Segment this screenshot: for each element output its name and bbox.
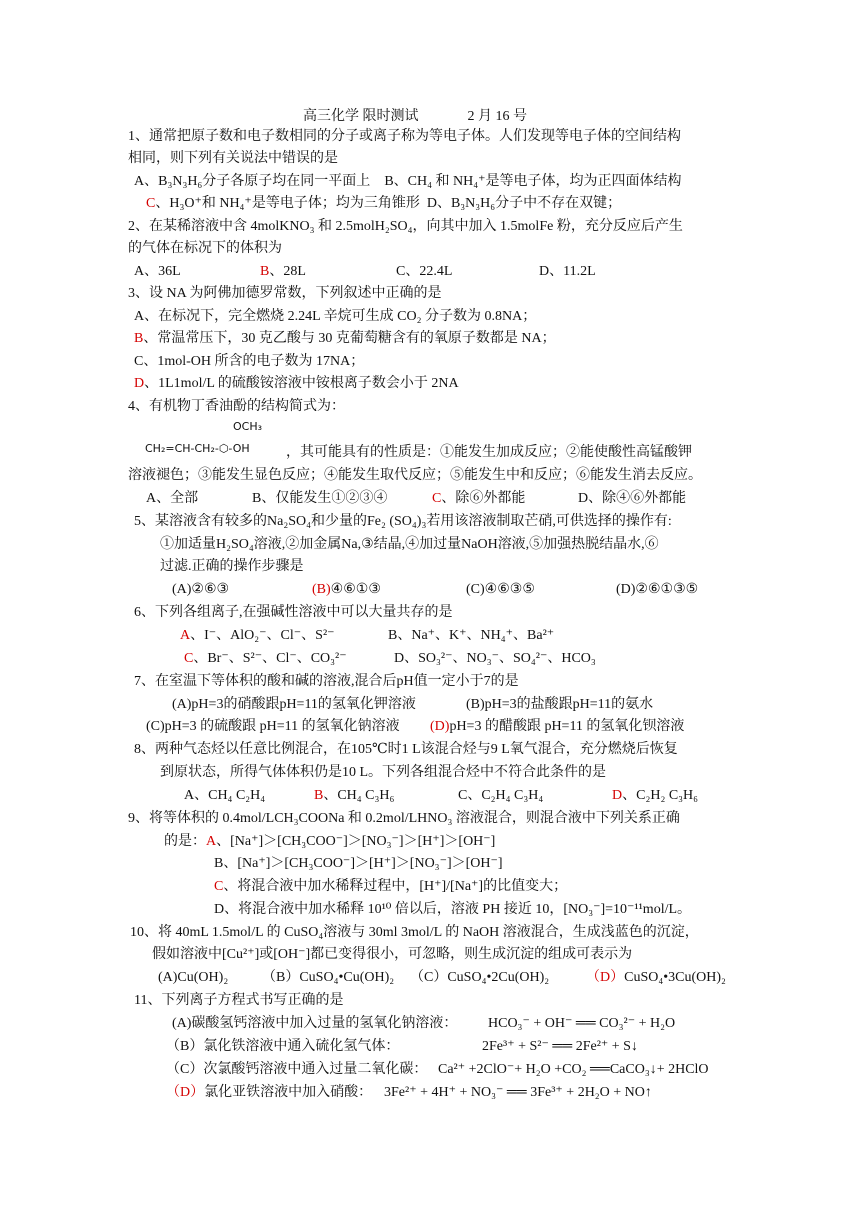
q8-option-a: A、CH₄ C₂H₄ xyxy=(184,788,266,803)
q3-option-a: A、在标况下，完全燃烧 2.24L 辛烷可生成 CO₂ 分子数为 0.8NA； xyxy=(134,309,537,324)
q8-option-c: C、C₂H₄ C₃H₄ xyxy=(458,788,544,803)
q1-stem-1: 1、通常把原子数和电子数相同的分子或离子称为等电子体。人们发现等电子体的空间结构 xyxy=(128,129,681,144)
q4-stem: 4、有机物丁香油酚的结构简式为： xyxy=(128,399,345,414)
q4-option-c: C、除⑥外都能 xyxy=(432,491,526,506)
q7-option-a: (A)pH=3的硝酸跟pH=11的氢氧化钾溶液 xyxy=(172,697,416,712)
q10-option-c: （C）CuSO₄•2Cu(OH)₂ xyxy=(410,970,550,985)
q7-option-c: (C)pH=3 的硫酸跟 pH=11 的氢氧化钠溶液 xyxy=(146,719,400,734)
q8-option-d: D、C₂H₂ C₃H₆ xyxy=(612,788,699,803)
q11-stem: 11、下列离子方程式书写正确的是 xyxy=(134,993,344,1008)
q2-stem-1: 2、在某稀溶液中含 4molKNO₃ 和 2.5molH₂SO₄，向其中加入 1.5molFe 粉，充分反应后产生 xyxy=(128,219,683,234)
q8-option-b: B、CH₄ C₃H₆ xyxy=(314,788,395,803)
q2-stem-2: 的气体在标况下的体积为 xyxy=(128,241,282,256)
q2-option-a: A、36L xyxy=(134,264,181,279)
q11-option-a-equation: HCO₃⁻ + OH⁻ ══ CO₃²⁻ + H₂O xyxy=(488,1016,676,1031)
q6-option-d: D、SO₃²⁻、NO₃⁻、SO₄²⁻、HCO₃ xyxy=(394,651,596,666)
q5-option-a: (A)②⑥③ xyxy=(172,582,230,597)
q6-option-b: B、Na⁺、K⁺、NH₄⁺、Ba²⁺ xyxy=(388,628,555,643)
q5-stem-1: 5、某溶液含有较多的Na₂SO₄和少量的Fe₂ (SO₄)₃若用该溶液制取芒硝,可供选择的操作有: xyxy=(134,514,672,529)
q9-stem: 9、将等体积的 0.4mol/LCH₃COONa 和 0.2mol/LHNO₃ 溶液混合，则混合液中下列关系正确 xyxy=(128,811,680,826)
q11-option-d-equation: 3Fe²⁺ + 4H⁺ + NO₃⁻ ══ 3Fe³⁺ + 2H₂O + NO↑ xyxy=(384,1085,652,1100)
q10-option-b: （B）CuSO₄•Cu(OH)₂ xyxy=(262,970,395,985)
page-title: 高三化学 限时测试 2 月 16 号 xyxy=(303,109,527,124)
q9-option-b: B、[Na⁺]＞[CH₃COO⁻]＞[H⁺]＞[NO₃⁻]＞[OH⁻] xyxy=(214,856,503,871)
q7-option-b: (B)pH=3的盐酸跟pH=11的氨水 xyxy=(466,697,654,712)
q9-option-a: 的是：A、[Na⁺]＞[CH₃COO⁻]＞[NO₃⁻]＞[H⁺]＞[OH⁻] xyxy=(164,834,496,849)
q11-option-c-label: （C）次氯酸钙溶液中通入过量二氧化碳： xyxy=(166,1062,428,1077)
q7-option-d: (D)pH=3 的醋酸跟 pH=11 的氢氧化钡溶液 xyxy=(430,719,685,734)
q6-option-c: C、Br⁻、S²⁻、Cl⁻、CO₃²⁻ xyxy=(184,651,347,666)
q10-stem-1: 10、将 40mL 1.5mol/L 的 CuSO₄溶液与 30ml 3mol/L 的 NaOH 溶液混合，生成浅蓝色的沉淀， xyxy=(130,925,699,940)
q11-option-c-equation: Ca²⁺ +2ClO⁻+ H₂O +CO₂ ══CaCO₃↓+ 2HClO xyxy=(438,1062,709,1077)
q4-option-a: A、全部 xyxy=(146,491,199,506)
q9-option-d: D、将混合液中加水稀释 10¹⁰ 倍以后，溶液 PH 接近 10，[NO₃⁻]=10⁻¹¹mol/L。 xyxy=(214,902,692,917)
q5-option-d: (D)②⑥①③⑤ xyxy=(616,582,699,597)
q11-option-d-label: （D）氯化亚铁溶液中加入硝酸： xyxy=(166,1085,373,1100)
q5-stem-3: 过滤.正确的操作步骤是 xyxy=(160,559,304,574)
q4-line-1: ，其可能具有的性质是：①能发生加成反应；②能使酸性高锰酸钾 xyxy=(286,445,692,460)
q5-option-c: (C)④⑥③⑤ xyxy=(466,582,535,597)
q6-stem: 6、下列各组离子,在强碱性溶液中可以大量共存的是 xyxy=(134,605,453,620)
q3-option-d: D、1L1mol/L 的硫酸铵溶液中铵根离子数会小于 2NA xyxy=(134,376,459,391)
q11-option-b-equation: 2Fe³⁺ + S²⁻ ══ 2Fe²⁺ + S↓ xyxy=(482,1039,638,1054)
q3-option-b: B、常温常压下，30 克乙酸与 30 克葡萄糖含有的氧原子数都是 NA； xyxy=(134,331,556,346)
q5-stem-2: ①加适量H₂SO₄溶液,②加金属Na,③结晶,④加过量NaOH溶液,⑤加强热脱结晶水,⑥ xyxy=(160,537,659,552)
q4-line-2: 溶液褪色；③能发生显色反应；④能发生取代反应；⑤能发生中和反应；⑥能发生消去反应。 xyxy=(128,468,702,483)
q3-stem: 3、设 NA 为阿佛加德罗常数，下列叙述中正确的是 xyxy=(128,286,442,301)
q1-options-1: A、B₃N₃H₆分子各原子均在同一平面上 B、CH₄ 和 NH₄⁺是等电子体，均为正四面体结构 xyxy=(134,174,682,189)
q4-option-b: B、仅能发生①②③④ xyxy=(252,491,388,506)
q7-stem: 7、在室温下等体积的酸和碱的溶液,混合后pH值一定小于7的是 xyxy=(134,674,519,689)
q11-option-a-label: (A)碳酸氢钙溶液中加入过量的氢氧化钠溶液： xyxy=(172,1016,458,1031)
q1-options-2: C、H₃O⁺和 NH₄⁺是等电子体；均为三角锥形 D、B₃N₃H₆分子中不存在双键； xyxy=(146,196,622,211)
q9-option-c: C、将混合液中加水稀释过程中，[H⁺]/[Na⁺]的比值变大； xyxy=(214,879,568,894)
q2-option-c: C、22.4L xyxy=(396,264,453,279)
q10-stem-2: 假如溶液中[Cu²⁺]或[OH⁻]都已变得很小，可忽略，则生成沉淀的组成可表示为 xyxy=(152,947,633,962)
structure-methoxy: OCH₃ xyxy=(233,420,263,433)
eugenol-structure xyxy=(145,420,270,464)
q6-option-a: A、I⁻、AlO₂⁻、Cl⁻、S²⁻ xyxy=(180,628,335,643)
structure-chain: CH₂=CH-CH₂-⬡-OH xyxy=(145,442,250,455)
q8-stem-2: 到原状态，所得气体体积仍是10 L。下列各组混合烃中不符合此条件的是 xyxy=(160,765,607,780)
q2-option-d: D、11.2L xyxy=(539,264,596,279)
q3-option-c: C、1mol-OH 所含的电子数为 17NA； xyxy=(134,354,365,369)
q10-option-a: (A)Cu(OH)₂ xyxy=(158,970,229,985)
q4-option-d: D、除④⑥外都能 xyxy=(578,491,687,506)
q10-option-d: （D）CuSO₄•3Cu(OH)₂ xyxy=(586,970,726,985)
q5-option-b: (B)④⑥①③ xyxy=(312,582,381,597)
q8-stem-1: 8、两种气态烃以任意比例混合，在105℃时1 L该混合烃与9 L氧气混合，充分燃烧后恢复 xyxy=(134,742,678,757)
q1-stem-2: 相同，则下列有关说法中错误的是 xyxy=(128,151,338,166)
q11-option-b-label: （B）氯化铁溶液中通入硫化氢气体： xyxy=(166,1039,400,1054)
q2-option-b: B、28L xyxy=(260,264,306,279)
